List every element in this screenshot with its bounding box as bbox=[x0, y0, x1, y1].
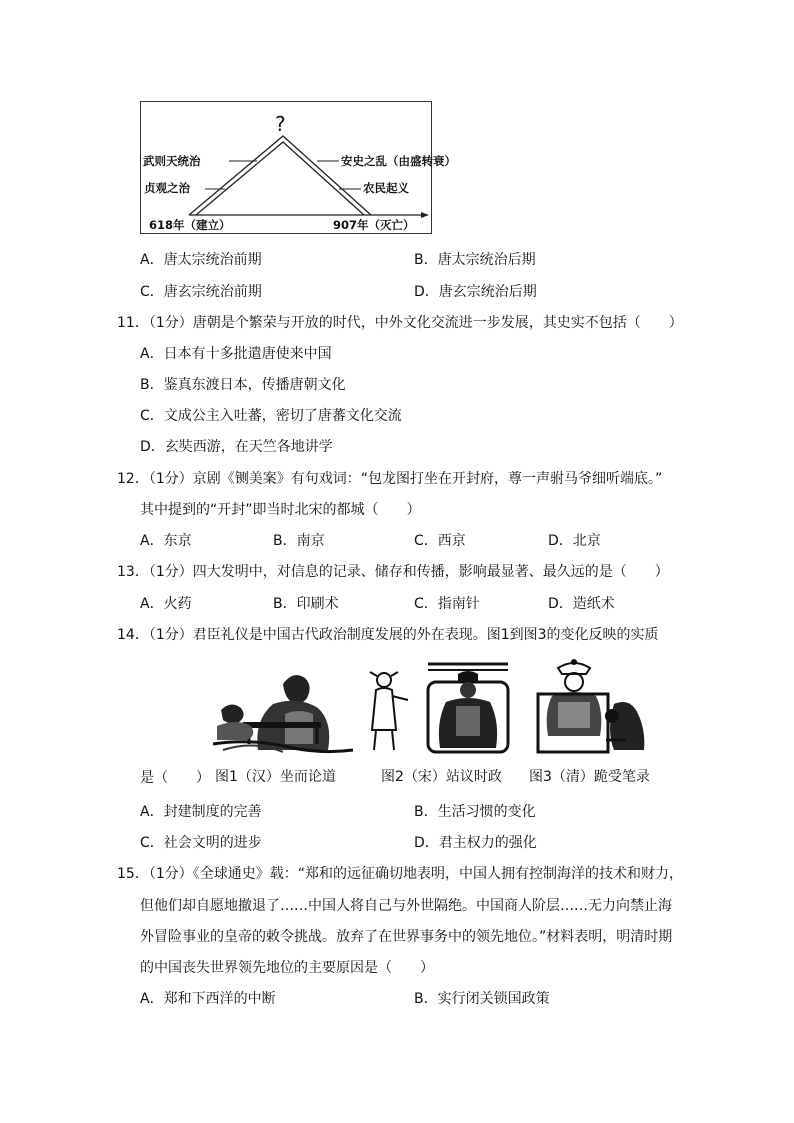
q12-stem-line2: 其中提到的“开封”即当时北宋的都城（ ） bbox=[140, 502, 421, 518]
q11-option-a[interactable]: A．日本有十多批遣唐使来中国 bbox=[140, 346, 332, 362]
q14-option-a[interactable]: A．封建制度的完善 bbox=[140, 804, 262, 820]
q10-option-b[interactable]: B．唐太宗统治后期 bbox=[414, 252, 536, 268]
q13-option-c[interactable]: C．指南针 bbox=[414, 596, 480, 612]
q13-option-b[interactable]: B．印刷术 bbox=[273, 596, 339, 612]
label-start-year: 618年（建立） bbox=[149, 218, 231, 232]
fig3-qing-illustration bbox=[530, 654, 654, 758]
fig2-song-illustration bbox=[368, 662, 518, 756]
q15-stem-line3: 外冒险事业的皇帝的敕令挑战。放弃了在世界事务中的领先地位。”材料表明，明清时期 bbox=[140, 929, 673, 945]
fig2-caption: 图2（宋）站议时政 bbox=[381, 769, 502, 785]
q14-stem-line1: 14．（1分）君臣礼仪是中国古代政治制度发展的外在表现。图1到图3的变化反映的实质 bbox=[117, 627, 659, 643]
q13-stem: 13．（1分）四大发明中，对信息的记录、储存和传播，影响最显著、最久远的是（ ） bbox=[117, 564, 669, 580]
q15-stem-line1: 15．（1分）《全球通史》载：“郑和的远征确切地表明，中国人拥有控制海洋的技术和财力， bbox=[117, 866, 683, 882]
q15-option-b[interactable]: B．实行闭关锁国政策 bbox=[414, 991, 550, 1007]
q12-option-d[interactable]: D．北京 bbox=[548, 533, 601, 549]
unknown-period-mark: ? bbox=[275, 112, 286, 136]
q14-stem-line2: 是（ ） bbox=[140, 770, 210, 786]
q10-option-c[interactable]: C．唐玄宗统治前期 bbox=[140, 284, 262, 300]
q14-option-b[interactable]: B．生活习惯的变化 bbox=[414, 804, 536, 820]
q10-option-a[interactable]: A．唐太宗统治前期 bbox=[140, 252, 262, 268]
label-zhenguan: 贞观之治 bbox=[144, 181, 190, 195]
fig1-han-illustration bbox=[213, 664, 355, 760]
q15-stem-line4: 的中国丧失世界领先地位的主要原因是（ ） bbox=[140, 960, 434, 976]
q11-option-d[interactable]: D．玄奘西游，在天竺各地讲学 bbox=[140, 439, 333, 455]
q12-option-a[interactable]: A．东京 bbox=[140, 533, 192, 549]
q14-option-d[interactable]: D．君主权力的强化 bbox=[414, 835, 537, 851]
label-wu-zetian: 武则天统治 bbox=[143, 154, 201, 168]
q13-option-d[interactable]: D．造纸术 bbox=[548, 596, 615, 612]
fig1-caption: 图1（汉）坐而论道 bbox=[215, 769, 336, 785]
q12-option-b[interactable]: B．南京 bbox=[273, 533, 325, 549]
q11-option-c[interactable]: C．文成公主入吐蕃，密切了唐蕃文化交流 bbox=[140, 408, 402, 424]
q11-option-b[interactable]: B．鉴真东渡日本，传播唐朝文化 bbox=[140, 377, 346, 393]
fig3-caption: 图3（清）跪受笔录 bbox=[529, 769, 650, 785]
q15-option-a[interactable]: A．郑和下西洋的中断 bbox=[140, 991, 276, 1007]
tang-dynasty-diagram bbox=[140, 101, 456, 234]
label-peasant-uprising: 农民起义 bbox=[363, 181, 409, 195]
label-anshi-rebellion: 安史之乱（由盛转衰） bbox=[341, 154, 456, 168]
q10-option-d[interactable]: D．唐玄宗统治后期 bbox=[414, 284, 537, 300]
q14-option-c[interactable]: C．社会文明的进步 bbox=[140, 835, 262, 851]
q13-option-a[interactable]: A．火药 bbox=[140, 596, 192, 612]
q12-stem-line1: 12．（1分）京剧《铡美案》有句戏词：“包龙图打坐在开封府，尊一声驸马爷细听端底。” bbox=[117, 471, 663, 487]
q12-option-c[interactable]: C．西京 bbox=[414, 533, 466, 549]
label-end-year: 907年（灭亡） bbox=[333, 218, 415, 232]
q11-stem: 11．（1分）唐朝是个繁荣与开放的时代，中外文化交流进一步发展，其史实不包括（ ） bbox=[117, 315, 683, 331]
q15-stem-line2: 但他们却自愿地撤退了……中国人将自己与外世隔绝。中国商人阶层……无力向禁止海 bbox=[140, 898, 672, 914]
